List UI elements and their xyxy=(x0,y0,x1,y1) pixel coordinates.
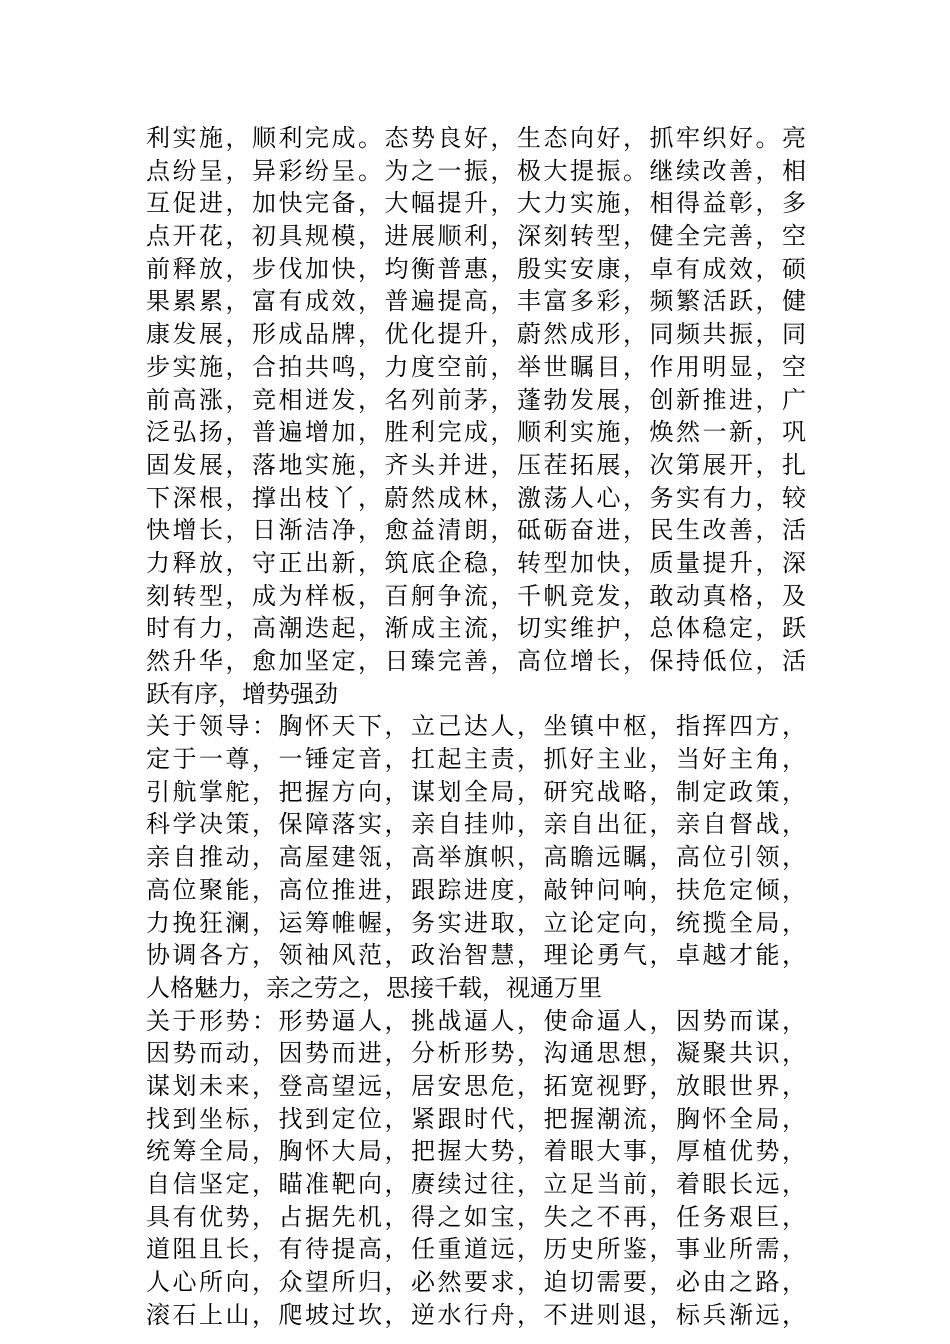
text-line: 跃有序，增势强劲 xyxy=(146,679,338,708)
text-line: 谋划未来，登高望远，居安思危，拓宽视野，放眼世界， xyxy=(146,1071,806,1100)
text-line: 滚石上山，爬坡过坎，逆水行舟，不进则退，标兵渐远， xyxy=(146,1300,806,1329)
text-line: 步实施，合拍共鸣，力度空前，举世瞩目，作用明显，空 xyxy=(146,352,806,381)
text-line: 引航掌舵，把握方向，谋划全局，研究战略，制定政策， xyxy=(146,777,806,806)
text-line: 力挽狂澜，运筹帷幄，务实进取，立论定向，统揽全局， xyxy=(146,908,806,937)
text-line: 亲自推动，高屋建瓴，高举旗帜，高瞻远瞩，高位引领， xyxy=(146,843,806,872)
text-line: 科学决策，保障落实，亲自挂帅，亲自出征，亲自督战， xyxy=(146,810,806,839)
text-line: 高位聚能，高位推进，跟踪进度，敲钟问响，扶危定倾， xyxy=(146,875,806,904)
text-line: 然升华，愈加坚定，日臻完善，高位增长，保持低位，活 xyxy=(146,647,806,675)
text-line: 快增长，日渐洁净，愈益清朗，砥砺奋进，民生改善，活 xyxy=(146,516,806,545)
text-line: 泛弘扬，普遍增加，胜利完成，顺利实施，焕然一新，巩 xyxy=(146,418,806,447)
text-line: 果累累，富有成效，普遍提高，丰富多彩，频繁活跃，健 xyxy=(146,287,806,316)
text-line: 下深根，撑出枝丫，蔚然成林，激荡人心，务实有力，较 xyxy=(146,483,806,512)
text-line: 力释放，守正出新，筑底企稳，转型加快，质量提升，深 xyxy=(146,548,806,577)
document-page xyxy=(146,122,806,1331)
text-line: 定于一尊，一锤定音，扛起主责，抓好主业，当好主角， xyxy=(146,745,806,774)
text-line: 时有力，高潮迭起，渐成主流，切实维护，总体稳定，跃 xyxy=(146,614,806,643)
text-line: 自信坚定，瞄准靶向，赓续过往，立足当前，着眼长远， xyxy=(146,1170,806,1198)
text-line: 关于领导：胸怀天下，立己达人，坐镇中枢，指挥四方， xyxy=(146,712,806,741)
text-line: 利实施，顺利完成。态势良好，生态向好，抓牢织好。亮 xyxy=(146,124,806,152)
text-line: 统筹全局，胸怀大局，把握大势，着眼大事，厚植优势， xyxy=(146,1137,806,1166)
text-line: 人心所向，众望所归，必然要求，迫切需要，必由之路， xyxy=(146,1268,806,1297)
text-line: 互促进，加快完备，大幅提升，大力实施，相得益彰，多 xyxy=(146,189,806,218)
text-line: 道阻且长，有待提高，任重道远，历史所鉴，事业所需， xyxy=(146,1235,806,1264)
text-line: 固发展，落地实施，齐头并进，压茬拓展，次第展开，扎 xyxy=(146,450,806,479)
text-line: 康发展，形成品牌，优化提升，蔚然成形，同频共振，同 xyxy=(146,320,806,349)
text-line: 具有优势，占据先机，得之如宝，失之不再，任务艰巨， xyxy=(146,1202,806,1231)
text-line: 前高涨，竞相迸发，名列前茅，蓬勃发展，创新推进，广 xyxy=(146,385,806,414)
text-line: 刻转型，成为样板，百舸争流，千帆竞发，敢动真格，及 xyxy=(146,581,806,610)
text-line: 关于形势：形势逼人，挑战逼人，使命逼人，因势而谋， xyxy=(146,1006,806,1035)
text-line: 前释放，步伐加快，均衡普惠，殷实安康，卓有成效，硕 xyxy=(146,254,806,283)
paragraph-situation xyxy=(146,1005,806,1332)
text-line: 点开花，初具规模，进展顺利，深刻转型，健全完善，空 xyxy=(146,222,806,251)
text-line: 因势而动，因势而进，分析形势，沟通思想，凝聚共识， xyxy=(146,1039,806,1068)
paragraph-leadership xyxy=(146,710,806,1004)
text-line: 点纷呈，异彩纷呈。为之一振，极大提振。继续改善，相 xyxy=(146,156,806,185)
text-line: 协调各方，领袖风范，政治智慧，理论勇气，卓越才能， xyxy=(146,941,806,970)
text-line: 找到坐标，找到定位，紧跟时代，把握潮流，胸怀全局， xyxy=(146,1104,806,1133)
text-line: 人格魅力，亲之劳之，思接千载，视通万里 xyxy=(146,973,602,1002)
paragraph-achievements xyxy=(146,122,806,710)
